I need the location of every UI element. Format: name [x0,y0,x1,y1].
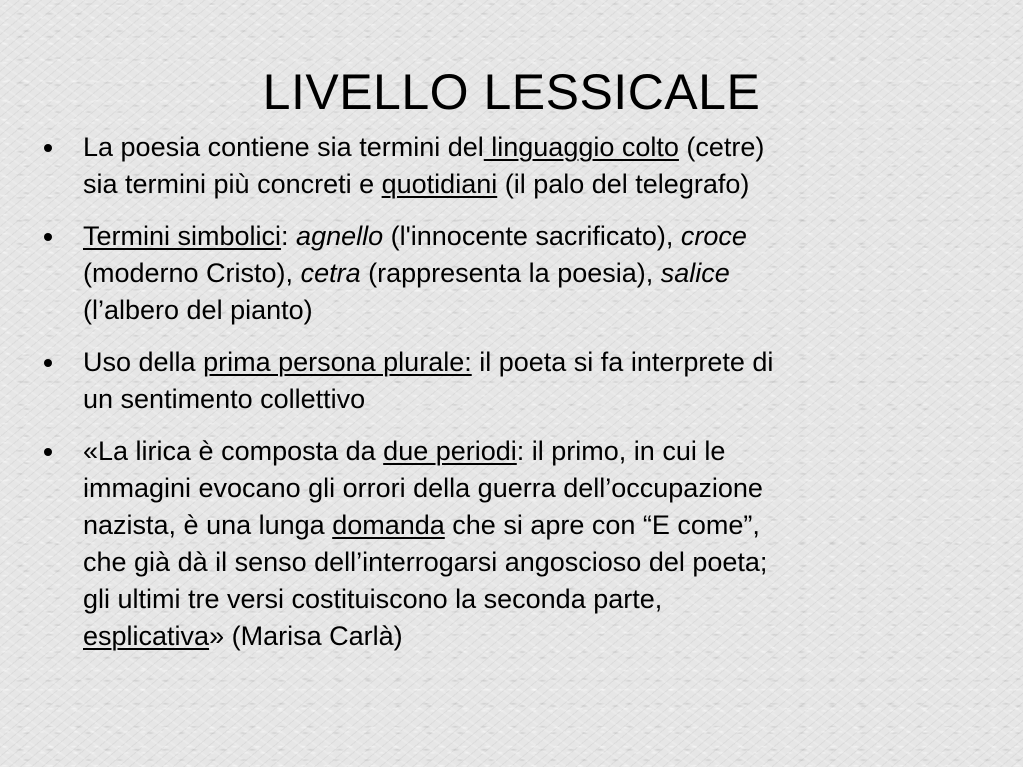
bullet-dot-icon [44,359,52,367]
underlined-term: due periodi [383,436,517,466]
bullet-text: sia termini più concreti e [83,169,382,199]
bullet-text: il poeta si fa interprete di [471,347,774,377]
underlined-term: linguaggio colto [483,132,679,162]
bullet-text: «La lirica è composta da [83,436,384,466]
bullet-item [44,129,974,203]
bullet-text: (il palo del telegrafo) [497,169,750,199]
bullet-text: : [281,221,297,251]
bullet-text: : il primo, in cui le [516,436,726,466]
bullet-text: (moderno Cristo), [83,258,301,288]
slide-title: LIVELLO LESSICALE [262,64,761,120]
bullet-item [44,344,974,418]
underlined-term: prima persona plurale: [203,347,472,377]
bullet-text: Uso della [83,347,204,377]
italic-term: croce [680,221,747,251]
bullet-text: (l'innocente sacrificato), [383,221,681,251]
underlined-term: quotidiani [381,169,498,199]
bullet-dot-icon [44,144,52,152]
bullet-text: che già dà il senso dell’interrogarsi angoscioso del poeta; [83,547,768,577]
bullet-text: (rappresenta la poesia), [360,258,661,288]
underlined-term: esplicativa [83,621,210,651]
underlined-term: Termini simbolici [83,221,282,251]
bullet-text: (cetre) [678,132,765,162]
underlined-term: domanda [332,510,445,540]
bullet-text: un sentimento collettivo [83,384,366,414]
italic-term: agnello [296,221,384,251]
italic-term: cetra [300,258,361,288]
bullet-item [44,218,974,329]
bullet-text: La poesia contiene sia termini del [83,132,484,162]
bullet-text: (l’albero del pianto) [83,295,313,325]
bullet-dot-icon [44,448,52,456]
italic-term: salice [660,258,730,288]
bullet-text: gli ultimi tre versi costituiscono la seconda parte, [83,584,663,614]
bullet-list [44,129,974,670]
bullet-text: nazista, è una lunga [83,510,333,540]
bullet-text: » (Marisa Carlà) [209,621,403,651]
bullet-dot-icon [44,233,52,241]
bullet-item [44,433,974,655]
bullet-text: immagini evocano gli orrori della guerra dell’occupazione [83,473,763,503]
bullet-text: che si apre con “E come”, [444,510,760,540]
